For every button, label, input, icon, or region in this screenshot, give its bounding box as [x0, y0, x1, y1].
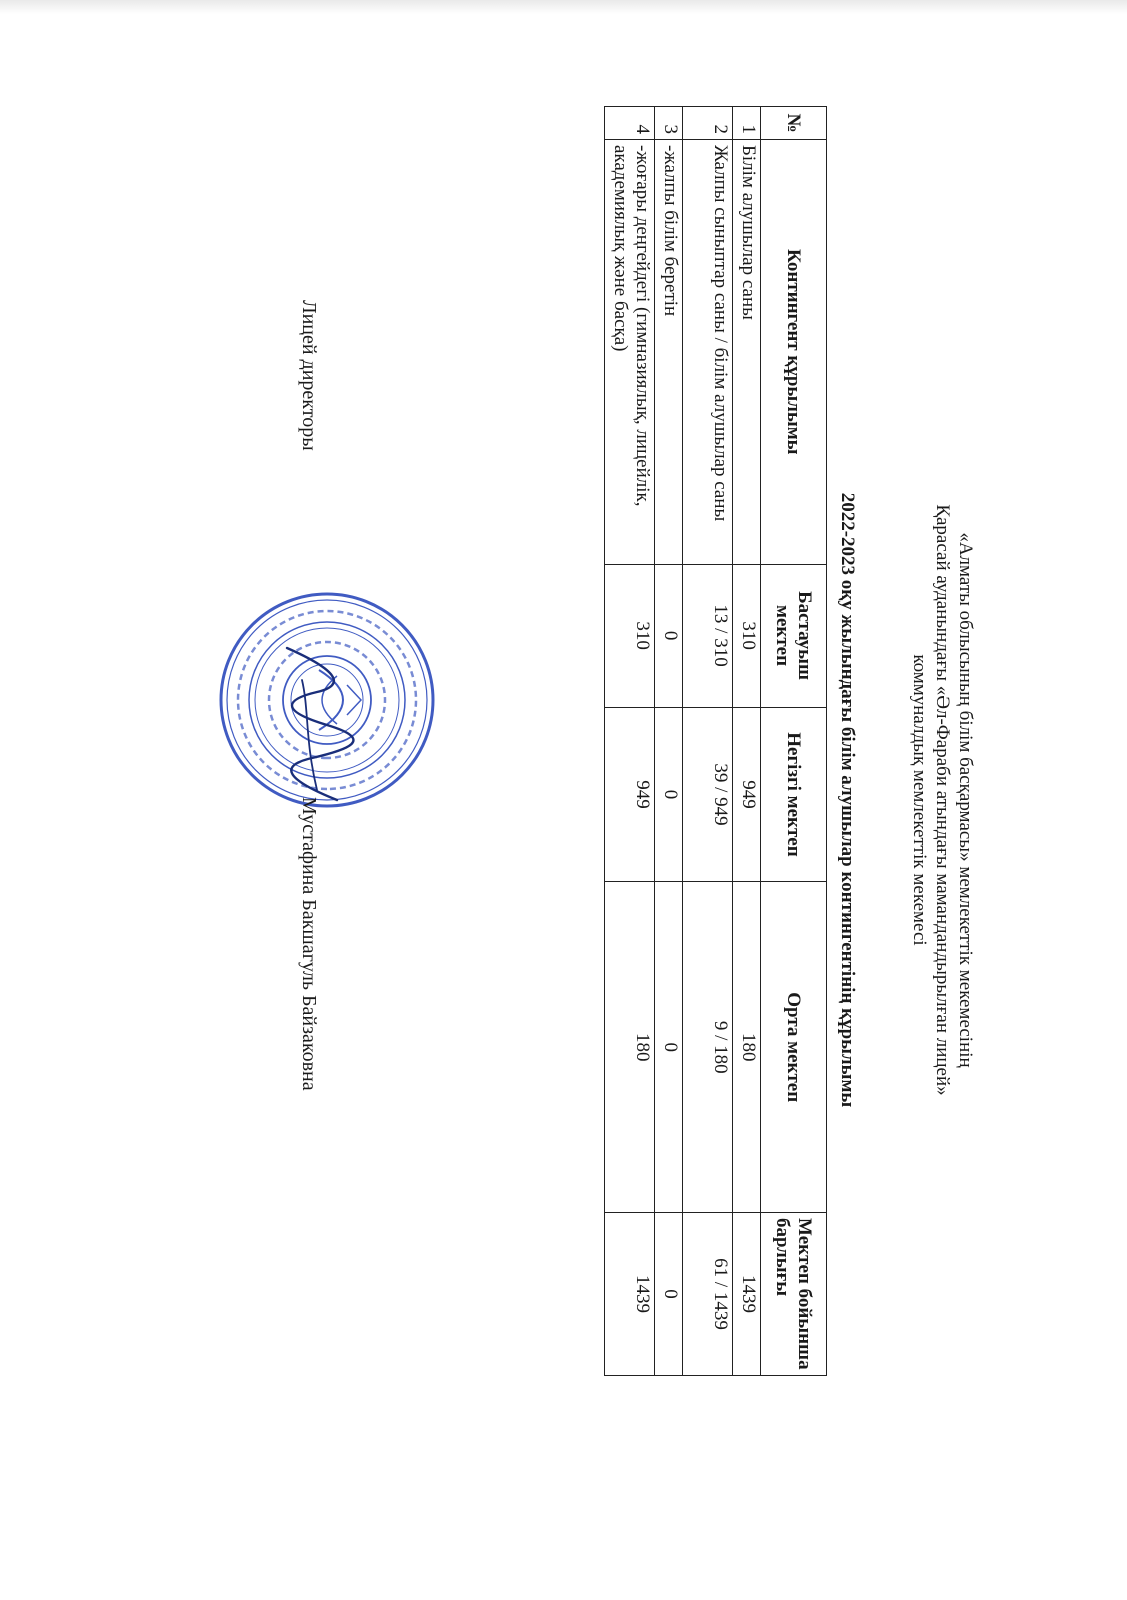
header-secondary: Орта мектеп	[761, 882, 827, 1213]
cell-secondary: 180	[733, 882, 761, 1213]
cell-elementary: 310	[733, 564, 761, 707]
cell-secondary: 0	[655, 882, 683, 1213]
row-label: -жоғары деңгейдегі (гимназиялық, лицейлік, академиялық және басқа)	[605, 139, 655, 564]
cell-secondary: 9 / 180	[683, 882, 733, 1213]
header-line-3: коммуналдық мемлекеттік мекемесі	[909, 654, 930, 946]
header-no: №	[761, 107, 827, 140]
row-number: 1	[733, 107, 761, 140]
contingent-table	[604, 106, 827, 1376]
cell-total: 1439	[605, 1213, 655, 1376]
table-row	[683, 107, 733, 1376]
row-label: Білім алушылар саны	[733, 139, 761, 564]
header-line-2: Қарасай ауданындағы «Әл-Фараби атындағы мамандандырылған лицей»	[932, 504, 953, 1096]
table-row	[733, 107, 761, 1376]
cell-elementary: 310	[605, 564, 655, 707]
cell-total: 61 / 1439	[683, 1213, 733, 1376]
row-number: 2	[683, 107, 733, 140]
cell-basic: 949	[733, 707, 761, 882]
cell-basic: 0	[655, 707, 683, 882]
row-label: Жалпы сыныптар саны / білім алушылар саны	[683, 139, 733, 564]
row-number: 4	[605, 107, 655, 140]
cell-secondary: 180	[605, 882, 655, 1213]
table-row	[605, 107, 655, 1376]
document-title: 2022-2023 оқу жылындағы білім алушылар контингентінің құрылымы	[837, 492, 858, 1108]
header-basic: Негізгі мектеп	[761, 707, 827, 882]
cell-total: 0	[655, 1213, 683, 1376]
handwritten-signature	[267, 640, 357, 810]
cell-basic: 949	[605, 707, 655, 882]
cell-basic: 39 / 949	[683, 707, 733, 882]
header-total: Мектеп бойынша барлығы	[761, 1213, 827, 1376]
header-name: Контингент құрылымы	[761, 139, 827, 564]
row-number: 3	[655, 107, 683, 140]
header-elementary: Бастауыш мектеп	[761, 564, 827, 707]
signer-role: Лицей директоры	[298, 300, 320, 451]
table-header-row	[761, 107, 827, 1376]
table-row	[655, 107, 683, 1376]
cell-elementary: 0	[655, 564, 683, 707]
cell-total: 1439	[733, 1213, 761, 1376]
row-label: -жалпы білім беретін	[655, 139, 683, 564]
cell-elementary: 13 / 310	[683, 564, 733, 707]
signer-name: Мустафина Бакшагуль Байзаковна	[298, 797, 320, 1091]
header-line-1: «Алматы облысының білім басқармасы» мемлекеттік мекемесінің	[955, 532, 976, 1068]
